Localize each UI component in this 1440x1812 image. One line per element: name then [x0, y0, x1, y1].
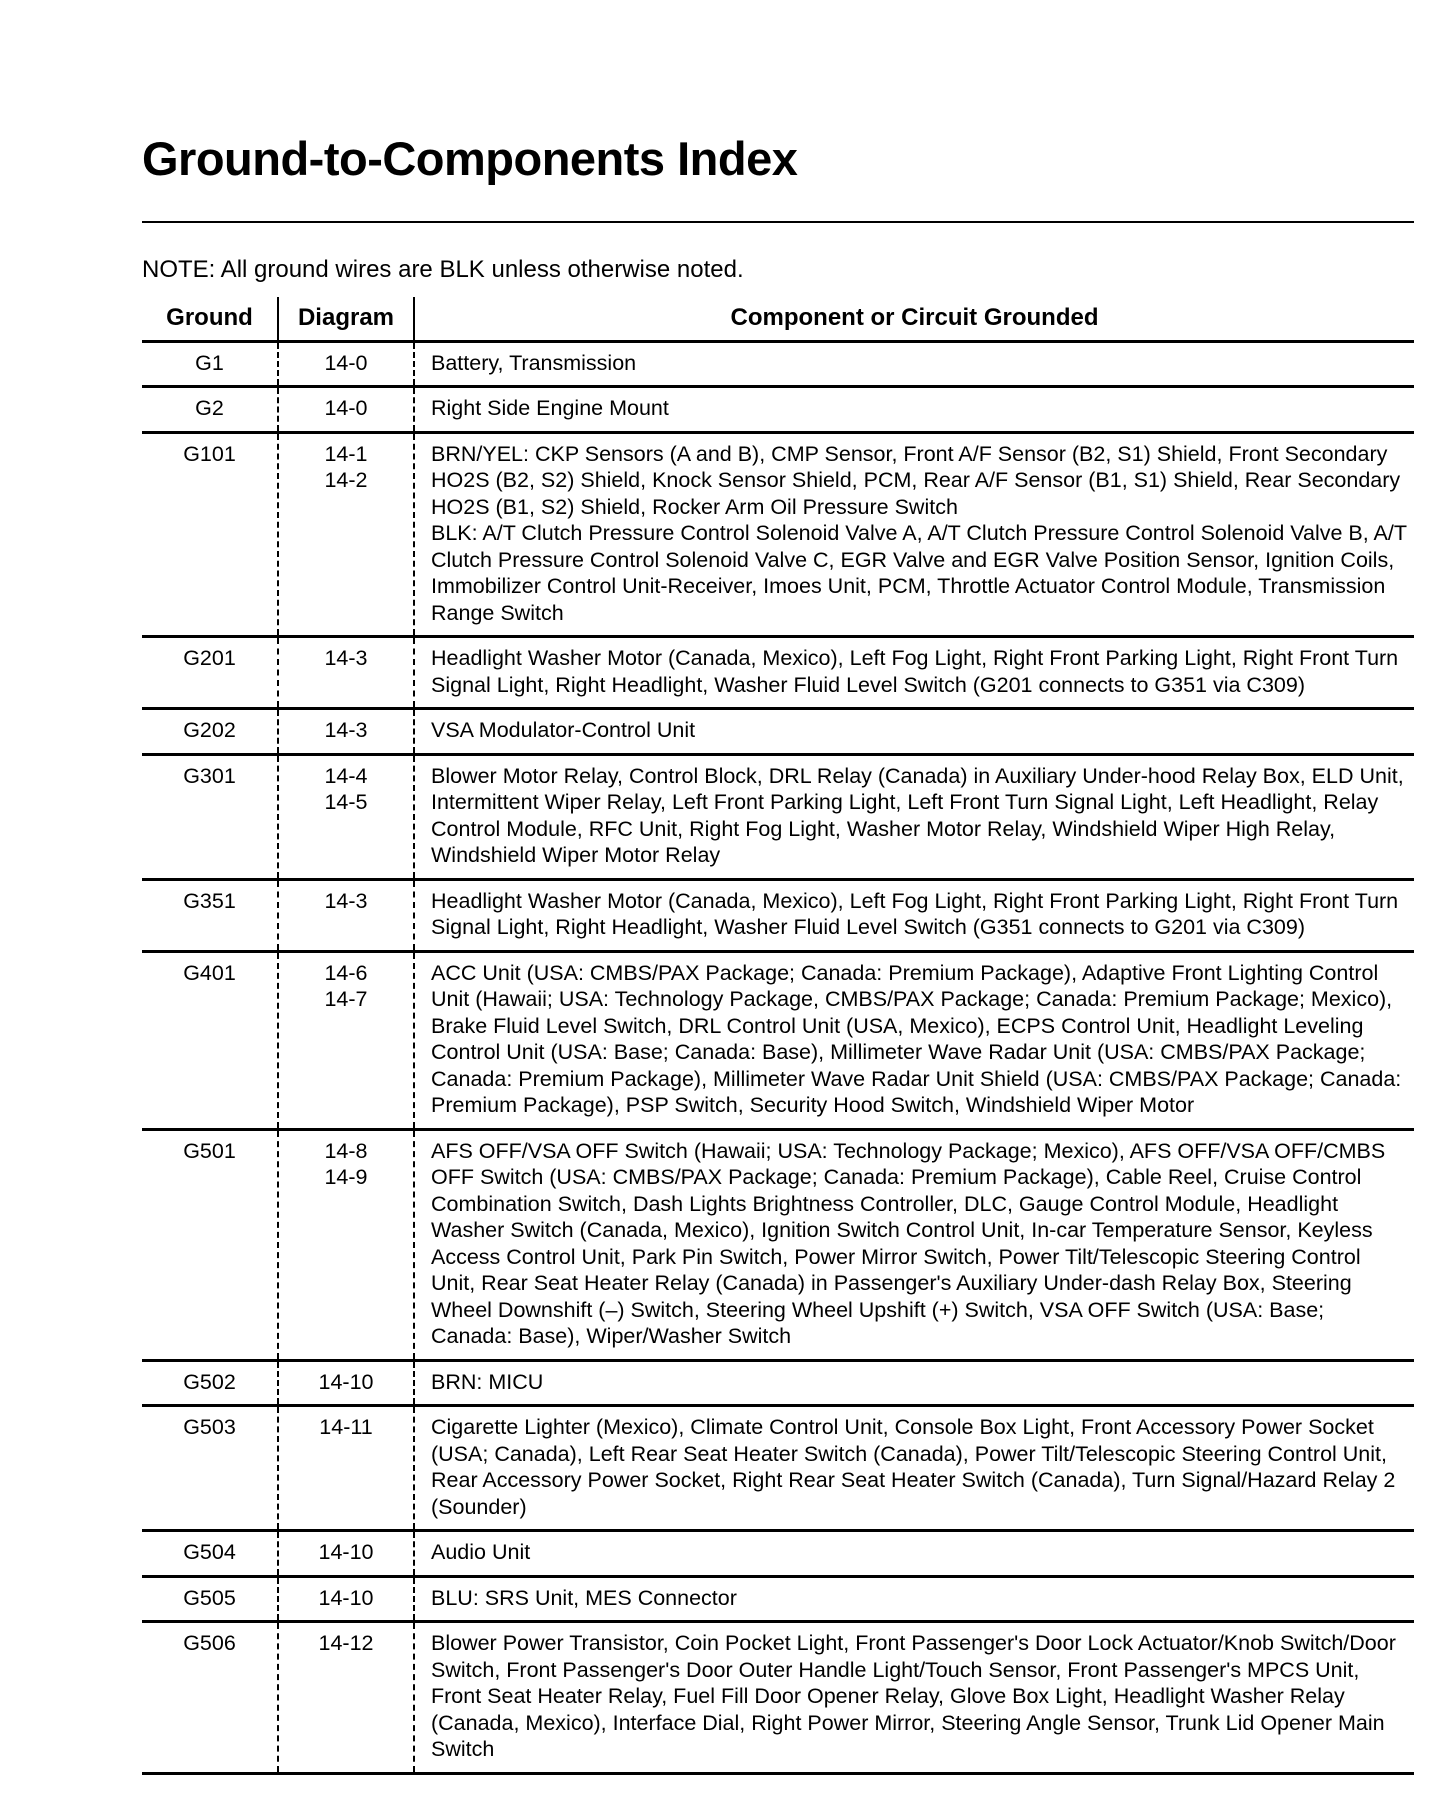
- diagram-cell: [278, 951, 414, 1129]
- component-text: AFS OFF/VSA OFF Switch (Hawaii; USA: Technology Package; Mexico), AFS OFF/VSA OFF/CMBS OFF Switch (USA: CMBS/PAX Package; Canada: Premium Package), Cable Reel, Cruise Control Combination Switch, Dash Lights Brightness Controller, DLC, Gauge Control Module, Headlight Washer Switch (Canada, Mexico), Ignition Switch Control Unit, In-car Temperature Sensor, Keyless Access Control Unit, Park Pin Switch, Power Mirror Switch, Power Tilt/Telescopic Steering Control Unit, Rear Seat Heater Relay (Canada) in Passenger's Auxiliary Under-dash Relay Box, Steering Wheel Downshift (–) Switch, Steering Wheel Upshift (+) Switch, VSA OFF Switch (USA: Base; Canada: Base), Wiper/Washer Switch: [431, 1138, 1386, 1348]
- component-text: Right Side Engine Mount: [431, 396, 669, 420]
- diagram-ref: 14-7: [324, 987, 368, 1011]
- component-cell: [414, 1622, 1414, 1774]
- table-row: [142, 1129, 1414, 1360]
- component-text: Headlight Washer Motor (Canada, Mexico), Left Fog Light, Right Front Parking Light, Right Front Turn Signal Light, Right Headlight, Washer Fluid Level Switch (G351 connects to G201 via C309): [431, 888, 1399, 939]
- header-component: Component or Circuit Grounded: [414, 297, 1414, 341]
- diagram-ref: 14-10: [318, 1540, 374, 1564]
- component-cell: [414, 1576, 1414, 1622]
- note-text: NOTE: All ground wires are BLK unless otherwise noted.: [142, 256, 744, 283]
- component-cell: [414, 879, 1414, 951]
- component-text: ACC Unit (USA: CMBS/PAX Package; Canada: Premium Package), Adaptive Front Lighting Control Unit (Hawaii; USA: Technology Package, CMBS/PAX Package; Canada: Premium Package; Mexico), Brake Fluid Level Switch, DRL Control Unit (USA, Mexico), ECPS Control Unit, Headlight Leveling Control Unit (USA: Base; Canada: Base), Millimeter Wave Radar Unit (USA: CMBS/PAX Package; Canada: Premium Package), Millimeter Wave Radar Unit Shield (USA: CMBS/PAX Package; Canada: Premium Package), PSP Switch, Security Hood Switch, Windshield Wiper Motor: [431, 960, 1402, 1117]
- component-cell: [414, 1360, 1414, 1406]
- ground-index-table: [142, 297, 1414, 1775]
- table-row: [142, 637, 1414, 709]
- ground-cell: G505: [142, 1576, 278, 1622]
- ground-cell: G201: [142, 637, 278, 709]
- table-row: [142, 341, 1414, 387]
- component-cell: [414, 1531, 1414, 1577]
- component-text: BRN: MICU: [431, 1369, 544, 1394]
- diagram-ref: 14-6: [324, 960, 368, 985]
- diagram-ref: 14-2: [324, 468, 368, 492]
- ground-cell: G2: [142, 387, 278, 433]
- diagram-ref: 14-1: [324, 441, 368, 466]
- component-text: Audio Unit: [431, 1540, 531, 1564]
- component-cell: [414, 951, 1414, 1129]
- diagram-ref: 14-8: [324, 1138, 368, 1163]
- component-text: Cigarette Lighter (Mexico), Climate Control Unit, Console Box Light, Front Accessory Power Socket (USA; Canada), Left Rear Seat Heater Switch (Canada), Power Tilt/Telescopic Steering Control Unit, Rear Accessory Power Socket, Right Rear Seat Heater Switch (Canada), Turn Signal/Hazard Relay 2 (Sounder): [431, 1415, 1396, 1519]
- diagram-cell: [278, 879, 414, 951]
- ground-cell: G506: [142, 1622, 278, 1774]
- component-cell: [414, 637, 1414, 709]
- table-row: [142, 879, 1414, 951]
- ground-cell: G502: [142, 1360, 278, 1406]
- diagram-cell: [278, 1622, 414, 1774]
- component-text: BLK: A/T Clutch Pressure Control Solenoid Valve A, A/T Clutch Pressure Control Solenoid Valve B, A/T Clutch Pressure Control Solenoid Valve C, EGR Valve and EGR Valve Position Sensor, Ignition Coils, Immobilizer Control Unit-Receiver, Imoes Unit, PCM, Throttle Actuator Control Module, Transmission Range Switch: [431, 521, 1407, 625]
- header-ground: Ground: [142, 297, 278, 341]
- component-cell: [414, 1129, 1414, 1360]
- diagram-ref: 14-0: [324, 396, 368, 420]
- diagram-ref: 14-10: [318, 1369, 374, 1394]
- diagram-ref: 14-11: [319, 1415, 373, 1439]
- ground-cell: G504: [142, 1531, 278, 1577]
- diagram-ref: 14-4: [324, 763, 368, 788]
- component-cell: [414, 709, 1414, 755]
- ground-cell: G301: [142, 754, 278, 879]
- table-row: [142, 1622, 1414, 1774]
- table-row: [142, 1406, 1414, 1531]
- page-title: Ground-to-Components Index: [142, 132, 798, 185]
- component-text: VSA Modulator-Control Unit: [431, 718, 696, 742]
- diagram-ref: 14-3: [324, 888, 368, 913]
- title-divider: [142, 221, 1414, 223]
- component-text: BLU: SRS Unit, MES Connector: [431, 1585, 737, 1610]
- component-text: BRN/YEL: CKP Sensors (A and B), CMP Sensor, Front A/F Sensor (B2, S1) Shield, Front Secondary HO2S (B2, S2) Shield, Knock Sensor Shield, PCM, Rear A/F Sensor (B1, S1) Shield, Rear Secondary HO2S (B1, S2) Shield, Rocker Arm Oil Pressure Switch: [431, 441, 1401, 519]
- diagram-cell: [278, 1531, 414, 1577]
- diagram-cell: [278, 341, 414, 387]
- table-row: [142, 709, 1414, 755]
- table-row: [142, 951, 1414, 1129]
- table-row: [142, 432, 1414, 637]
- component-text: Headlight Washer Motor (Canada, Mexico), Left Fog Light, Right Front Parking Light, Right Front Turn Signal Light, Right Headlight, Washer Fluid Level Switch (G201 connects to G351 via C309): [431, 646, 1399, 697]
- component-cell: [414, 432, 1414, 637]
- ground-cell: G401: [142, 951, 278, 1129]
- diagram-ref: 14-3: [324, 718, 368, 742]
- ground-cell: G101: [142, 432, 278, 637]
- ground-cell: G351: [142, 879, 278, 951]
- diagram-cell: [278, 1360, 414, 1406]
- table-row: [142, 1360, 1414, 1406]
- diagram-cell: [278, 709, 414, 755]
- diagram-cell: [278, 387, 414, 433]
- diagram-cell: [278, 1576, 414, 1622]
- table-body: [142, 341, 1414, 1773]
- table-row: [142, 1576, 1414, 1622]
- table-header-row: [142, 297, 1414, 341]
- component-text: Blower Motor Relay, Control Block, DRL Relay (Canada) in Auxiliary Under-hood Relay Box, ELD Unit, Intermittent Wiper Relay, Left Front Parking Light, Left Front Turn Signal Light, Left Headlight, Relay Control Module, RFC Unit, Right Fog Light, Washer Motor Relay, Windshield Wiper High Relay, Windshield Wiper Motor Relay: [431, 763, 1404, 867]
- component-text: Blower Power Transistor, Coin Pocket Light, Front Passenger's Door Lock Actuator/Knob Switch/Door Switch, Front Passenger's Door Outer Handle Light/Touch Sensor, Front Passenger's MPCS Unit, Front Seat Heater Relay, Fuel Fill Door Opener Relay, Glove Box Light, Headlight Washer Relay (Canada, Mexico), Interface Dial, Right Power Mirror, Steering Angle Sensor, Trunk Lid Opener Main Switch: [431, 1631, 1396, 1761]
- table-row: [142, 387, 1414, 433]
- diagram-cell: [278, 432, 414, 637]
- header-diagram: Diagram: [278, 297, 414, 341]
- diagram-ref: 14-9: [324, 1165, 368, 1189]
- diagram-cell: [278, 1129, 414, 1360]
- diagram-ref: 14-3: [324, 646, 368, 670]
- diagram-ref: 14-12: [318, 1631, 374, 1655]
- diagram-ref: 14-5: [324, 790, 368, 814]
- diagram-cell: [278, 637, 414, 709]
- diagram-cell: [278, 1406, 414, 1531]
- component-cell: [414, 754, 1414, 879]
- component-cell: [414, 387, 1414, 433]
- diagram-ref: 14-10: [318, 1585, 374, 1610]
- component-cell: [414, 341, 1414, 387]
- ground-cell: G1: [142, 341, 278, 387]
- component-text: Battery, Transmission: [431, 350, 637, 375]
- diagram-ref: 14-0: [324, 350, 368, 375]
- diagram-cell: [278, 754, 414, 879]
- ground-cell: G501: [142, 1129, 278, 1360]
- table-row: [142, 1531, 1414, 1577]
- table-row: [142, 754, 1414, 879]
- ground-cell: G503: [142, 1406, 278, 1531]
- ground-cell: G202: [142, 709, 278, 755]
- component-cell: [414, 1406, 1414, 1531]
